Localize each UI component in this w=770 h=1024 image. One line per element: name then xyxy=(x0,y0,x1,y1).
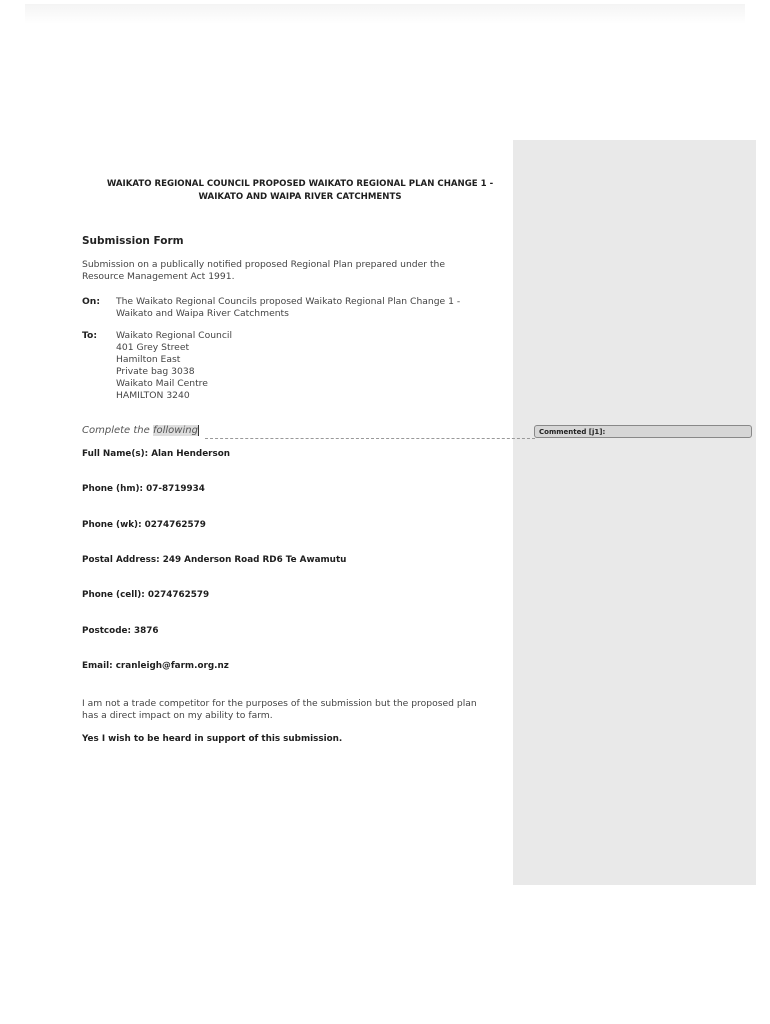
to-label: To: xyxy=(82,330,98,341)
complete-instruction xyxy=(82,425,199,436)
on-label: On: xyxy=(82,296,101,307)
field-phone-work: Phone (wk): 0274762579 xyxy=(82,520,206,530)
comment-balloon[interactable]: Commented [j1]: xyxy=(534,425,752,438)
field-postcode: Postcode: 3876 xyxy=(82,626,159,636)
address-line: Waikato Regional Council xyxy=(116,330,233,341)
field-phone-cell: Phone (cell): 0274762579 xyxy=(82,590,210,600)
on-line: Waikato and Waipa River Catchments xyxy=(116,308,289,319)
statement-line: has a direct impact on my ability to farm. xyxy=(82,710,273,721)
statement-text xyxy=(82,698,477,722)
title-line: WAIKATO AND WAIPA RIVER CATCHMENTS xyxy=(198,192,402,202)
comment-pane xyxy=(513,140,756,885)
complete-prefix: Complete the xyxy=(82,425,153,436)
section-heading: Submission Form xyxy=(82,235,184,247)
intro-text xyxy=(82,259,445,283)
address-line: Waikato Mail Centre xyxy=(116,378,208,389)
hearing-statement: Yes I wish to be heard in support of this submission. xyxy=(82,734,343,744)
document-title xyxy=(80,178,520,204)
commented-text[interactable]: following xyxy=(152,425,198,436)
on-line: The Waikato Regional Councils proposed Waikato Regional Plan Change 1 - xyxy=(116,296,461,307)
address-line: 401 Grey Street xyxy=(116,342,190,353)
field-email: Email: cranleigh@farm.org.nz xyxy=(82,661,229,671)
field-full-name: Full Name(s): Alan Henderson xyxy=(82,449,231,459)
address-block xyxy=(116,330,232,402)
address-line: HAMILTON 3240 xyxy=(116,390,190,401)
on-text xyxy=(116,296,460,320)
field-postal-address: Postal Address: 249 Anderson Road RD6 Te Awamutu xyxy=(82,555,347,565)
scan-artifact xyxy=(25,4,745,24)
title-line: WAIKATO REGIONAL COUNCIL PROPOSED WAIKATO REGIONAL PLAN CHANGE 1 - xyxy=(106,179,494,189)
comment-connector xyxy=(205,438,535,439)
field-phone-home: Phone (hm): 07-8719934 xyxy=(82,484,205,494)
intro-line: Resource Management Act 1991. xyxy=(82,271,235,282)
intro-line: Submission on a publically notified proposed Regional Plan prepared under the xyxy=(82,259,446,270)
statement-line: I am not a trade competitor for the purposes of the submission but the proposed plan xyxy=(82,698,477,709)
address-line: Hamilton East xyxy=(116,354,181,365)
address-line: Private bag 3038 xyxy=(116,366,195,377)
